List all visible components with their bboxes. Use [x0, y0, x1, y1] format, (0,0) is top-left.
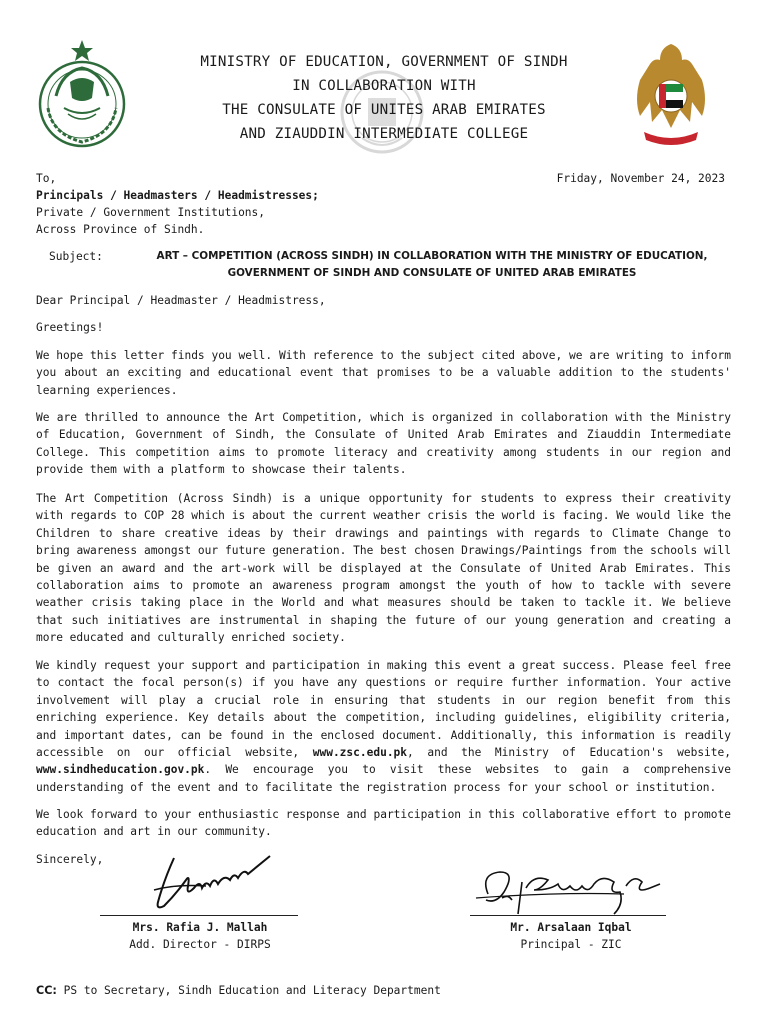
- paragraph: [36, 657, 731, 796]
- signatory-title: Add. Director - DIRPS: [129, 938, 271, 951]
- signatory-name: Mr. Arsalaan Iqbal: [510, 921, 632, 934]
- letterhead: [0, 38, 768, 148]
- cc-label: CC:: [36, 984, 57, 997]
- subject-line: GOVERNMENT OF SINDH AND CONSULATE OF UNITED ARAB EMIRATES: [227, 267, 637, 279]
- address-line: Across Province of Sindh.: [36, 223, 205, 236]
- paragraph-text: We kindly request your support and participation in making this event a great success. Please feel free to contact the focal person(s) if you have any questions or require further information. Your active involvement will play a crucial role in ensuring that students in our region benefit from this enriching experience. Key details about the competition, including guidelines, eligibility criteria, and important dates, can be found in the enclosed document. Additionally, this information is readily accessible on our official website,: [36, 659, 731, 760]
- signatory-title: Principal - ZIC: [520, 938, 622, 951]
- subject-line: ART – COMPETITION (ACROSS SINDH) IN COLLABORATION WITH THE MINISTRY OF EDUCATION,: [156, 250, 708, 262]
- sindh-education-website-link[interactable]: www.sindheducation.gov.pk: [36, 763, 205, 777]
- header-line: THE CONSULATE OF UNITES ARAB EMIRATES: [222, 102, 546, 118]
- cc-text: PS to Secretary, Sindh Education and Literacy Department: [56, 984, 441, 997]
- paragraph: We hope this letter finds you well. With reference to the subject cited above, we are writing to inform you about an exciting and educational event that promises to be a valuable addition to the students' learning experiences.: [36, 349, 731, 397]
- signatory-name: Mrs. Rafia J. Mallah: [132, 921, 268, 934]
- paragraph-text: , and the Ministry of Education's website,: [407, 746, 731, 760]
- letter-date: Friday, November 24, 2023: [556, 172, 725, 185]
- to-line: To,: [36, 172, 57, 185]
- header-line: MINISTRY OF EDUCATION, GOVERNMENT OF SINDH: [200, 54, 568, 70]
- signature-line: [100, 915, 298, 916]
- paragraph-text: . We encourage you to visit these websites to gain a comprehensive understanding of the event and to facilitate the registration process for your school or institution.: [36, 763, 731, 794]
- signature-icon: [474, 864, 664, 920]
- greeting: Greetings!: [36, 321, 104, 334]
- paragraph: We look forward to your enthusiastic response and participation in this collaborative effort to promote education and art in our community.: [36, 808, 731, 839]
- subject-text: [138, 248, 726, 282]
- signature-icon: [146, 850, 276, 914]
- uae-eagle-emblem-icon: [630, 40, 712, 146]
- header-line: IN COLLABORATION WITH: [292, 78, 476, 94]
- paragraph: We are thrilled to announce the Art Competition, which is organized in collaboration with the Ministry of Education, Government of Sindh, the Consulate of United Arab Emirates and Ziauddin Intermediate College. This competition aims to promote literacy and creativity among students in our region and provide them with a platform to showcase their talents.: [36, 411, 731, 477]
- header-line: AND ZIAUDDIN INTERMEDIATE COLLEGE: [239, 126, 529, 142]
- sindh-government-seal-icon: [34, 38, 130, 148]
- paragraph: The Art Competition (Across Sindh) is a unique opportunity for students to express their creativity with regards to COP 28 which is about the current weather crisis the world is facing. We would like the Children to share creative ideas by their drawings and paintings with regards to Climate Change to bring awareness amongst our future generation. The best chosen Drawings/Paintings from the schools will be given an award and the art-work will be displayed at the Consulate of United Arab Emirates. This collaboration aims to promote an awareness program amongst the youth of how to tackle with severe weather crisis taking place in the World and what measures should be taken to tackle it. We believe that such initiatives are instrumental in shaping the future of our young generation and creating a more educated and culturally enriched society.: [36, 492, 731, 645]
- zsc-website-link[interactable]: www.zsc.edu.pk: [312, 746, 408, 760]
- signature-line: [470, 915, 666, 916]
- subject-label: Subject:: [49, 250, 103, 263]
- closing: Sincerely,: [36, 853, 104, 866]
- cc-line: [36, 982, 441, 999]
- address-line: Private / Government Institutions,: [36, 206, 266, 219]
- salutation: Dear Principal / Headmaster / Headmistress,: [36, 294, 326, 307]
- letterhead-title: [130, 50, 638, 146]
- addressee: Principals / Headmasters / Headmistresses;: [36, 189, 319, 202]
